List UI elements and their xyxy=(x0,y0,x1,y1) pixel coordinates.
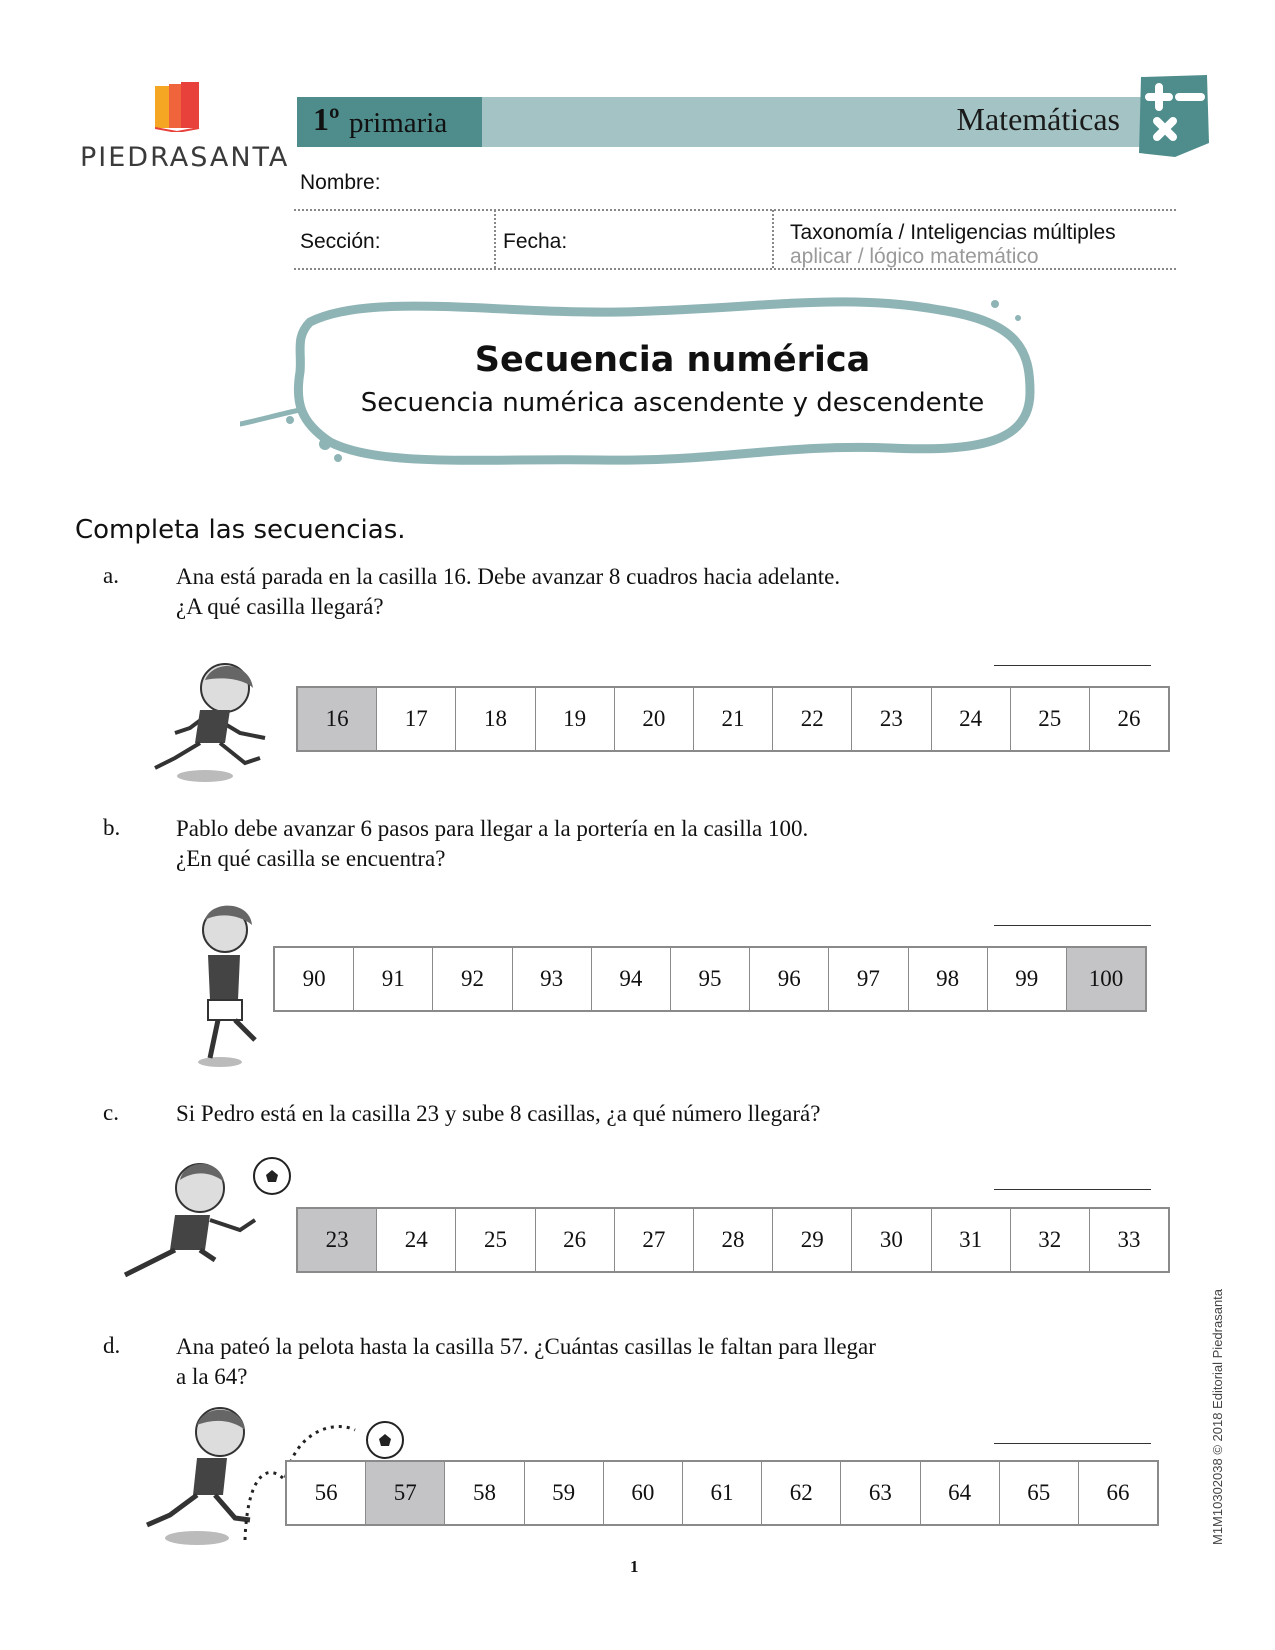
number-cell: 23 xyxy=(851,688,930,750)
question-text xyxy=(176,1332,956,1392)
question-letter: d. xyxy=(103,1333,121,1358)
number-cell: 91 xyxy=(353,948,432,1010)
answer-line[interactable] xyxy=(994,665,1151,666)
question-letter: c. xyxy=(103,1100,119,1125)
number-cell: 65 xyxy=(999,1462,1078,1524)
instruction-text: Completa las secuencias. xyxy=(75,515,406,545)
number-cell: 33 xyxy=(1089,1209,1168,1271)
answer-line[interactable] xyxy=(994,925,1151,926)
number-cell: 57 xyxy=(365,1462,444,1524)
number-strip xyxy=(296,686,1170,752)
number-cell: 21 xyxy=(693,688,772,750)
question-letter: a. xyxy=(103,563,119,588)
kicking-boy-illustration xyxy=(120,1150,300,1285)
grade-label: primaria xyxy=(349,107,448,139)
running-girl-illustration xyxy=(145,658,280,783)
section-label: Sección: xyxy=(300,230,381,253)
divider xyxy=(494,210,496,268)
question-line: Ana está parada en la casilla 16. Debe avanzar 8 cuadros hacia adelante. xyxy=(176,564,841,589)
number-cell: 64 xyxy=(920,1462,999,1524)
number-cell: 94 xyxy=(591,948,670,1010)
divider xyxy=(294,209,1176,211)
number-cell: 25 xyxy=(1010,688,1089,750)
date-label: Fecha: xyxy=(503,230,568,253)
grade-badge xyxy=(297,97,482,147)
question-line: Pablo debe avanzar 6 pasos para llegar a la portería en la casilla 100. xyxy=(176,816,809,841)
number-cell: 92 xyxy=(432,948,511,1010)
worksheet-subtitle: Secuencia numérica ascendente y descendente xyxy=(360,388,985,418)
plus-minus-times-icon xyxy=(1135,73,1211,159)
piedrasanta-logo-icon xyxy=(155,82,205,132)
answer-line[interactable] xyxy=(994,1189,1151,1190)
question-text xyxy=(176,814,956,874)
title-cloud-frame xyxy=(240,292,1050,474)
number-cell: 62 xyxy=(761,1462,840,1524)
number-cell: 61 xyxy=(682,1462,761,1524)
number-cell: 24 xyxy=(931,688,1010,750)
document-code: M1M10302038 © 2018 Editorial Piedrasanta xyxy=(1210,1288,1225,1545)
number-cell: 93 xyxy=(512,948,591,1010)
number-cell: 90 xyxy=(275,948,353,1010)
question-letter: b. xyxy=(103,815,121,840)
number-cell: 59 xyxy=(524,1462,603,1524)
number-cell: 63 xyxy=(840,1462,919,1524)
number-cell: 56 xyxy=(287,1462,365,1524)
number-cell: 19 xyxy=(535,688,614,750)
page-number: 1 xyxy=(630,1557,639,1576)
number-cell: 30 xyxy=(851,1209,930,1271)
divider xyxy=(294,268,1176,270)
number-cell: 98 xyxy=(908,948,987,1010)
taxonomy-value: aplicar / lógico matemático xyxy=(790,245,1039,268)
question-text xyxy=(176,1099,956,1129)
number-cell: 66 xyxy=(1078,1462,1157,1524)
number-strip xyxy=(285,1460,1159,1526)
number-cell: 23 xyxy=(298,1209,376,1271)
number-cell: 95 xyxy=(670,948,749,1010)
number-strip xyxy=(296,1207,1170,1273)
worksheet-title: Secuencia numérica xyxy=(474,340,871,380)
name-label: Nombre: xyxy=(300,171,381,194)
question-line: Ana pateó la pelota hasta la casilla 57. ¿Cuántas casillas le faltan para llegar xyxy=(176,1334,876,1359)
walking-boy-illustration xyxy=(180,900,270,1070)
logo-wordmark: PIEDRASANTA xyxy=(80,142,290,173)
number-cell: 32 xyxy=(1010,1209,1089,1271)
number-cell: 20 xyxy=(614,688,693,750)
number-strip xyxy=(273,946,1147,1012)
question-line: Si Pedro está en la casilla 23 y sube 8 casillas, ¿a qué número llegará? xyxy=(176,1101,821,1126)
question-line: a la 64? xyxy=(176,1364,248,1389)
divider xyxy=(772,210,774,268)
number-cell: 58 xyxy=(444,1462,523,1524)
number-cell: 26 xyxy=(1089,688,1168,750)
number-cell: 100 xyxy=(1066,948,1145,1010)
number-cell: 29 xyxy=(772,1209,851,1271)
number-cell: 22 xyxy=(772,688,851,750)
number-cell: 99 xyxy=(987,948,1066,1010)
number-cell: 16 xyxy=(298,688,376,750)
number-cell: 60 xyxy=(603,1462,682,1524)
number-cell: 28 xyxy=(693,1209,772,1271)
number-cell: 17 xyxy=(376,688,455,750)
question-line: ¿En qué casilla se encuentra? xyxy=(176,846,446,871)
number-cell: 25 xyxy=(455,1209,534,1271)
number-cell: 31 xyxy=(931,1209,1010,1271)
number-cell: 26 xyxy=(535,1209,614,1271)
grade-number: 1º xyxy=(313,101,340,137)
answer-line[interactable] xyxy=(994,1443,1151,1444)
number-cell: 27 xyxy=(614,1209,693,1271)
question-line: ¿A qué casilla llegará? xyxy=(176,594,384,619)
subject-title: Matemáticas xyxy=(956,101,1120,137)
number-cell: 97 xyxy=(828,948,907,1010)
taxonomy-title: Taxonomía / Inteligencias múltiples xyxy=(790,221,1116,244)
number-cell: 96 xyxy=(749,948,828,1010)
number-cell: 18 xyxy=(455,688,534,750)
question-text xyxy=(176,562,956,622)
number-cell: 24 xyxy=(376,1209,455,1271)
